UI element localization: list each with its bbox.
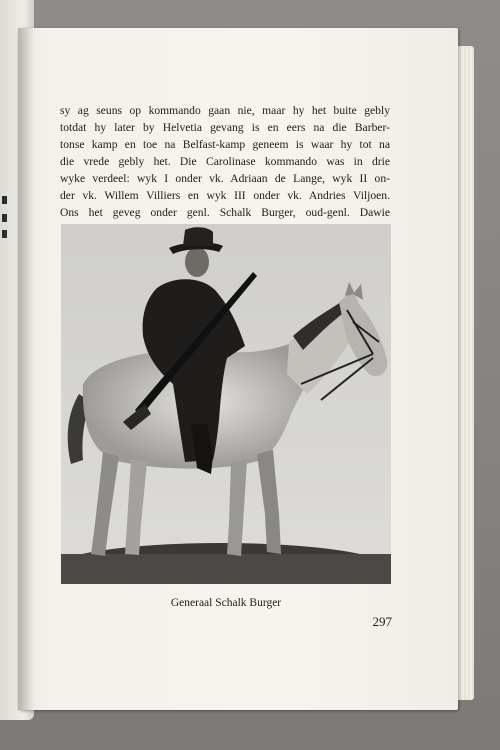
text-line: wyke verdeel: wyk I onder vk. Adriaan de Lange, wyk II on- <box>60 172 390 185</box>
facing-page-text-fragment <box>2 230 7 238</box>
rider-face <box>185 247 209 277</box>
text-line: totdat hy later by Helvetia gevang is en eers na die Barber- <box>60 121 390 134</box>
gutter-shadow <box>18 28 34 710</box>
page-number: 297 <box>372 614 392 629</box>
photo-caption: Generaal Schalk Burger <box>170 597 282 609</box>
photograph-horseman <box>61 224 391 584</box>
facing-page-text-fragment <box>2 214 7 222</box>
body-text <box>60 102 390 221</box>
ground <box>61 554 391 584</box>
text-line: Ons het geveg onder genl. Schalk Burger, oud-genl. Dawie <box>60 206 390 219</box>
facing-page-text-fragment <box>2 196 7 204</box>
text-line: die vrede gebly het. Die Carolinase kommando was in drie <box>60 155 390 168</box>
text-line: tonse kamp en toe na Belfast-kamp geneem is waar hy tot na <box>60 138 390 151</box>
horseman-illustration <box>61 224 391 584</box>
rider-hat-crown <box>183 227 213 246</box>
text-line: der vk. Willem Villiers en wyk III onder vk. Andries Viljoen. <box>60 189 390 202</box>
text-line: sy ag seuns op kommando gaan nie, maar hy het buite gebly <box>60 104 390 117</box>
